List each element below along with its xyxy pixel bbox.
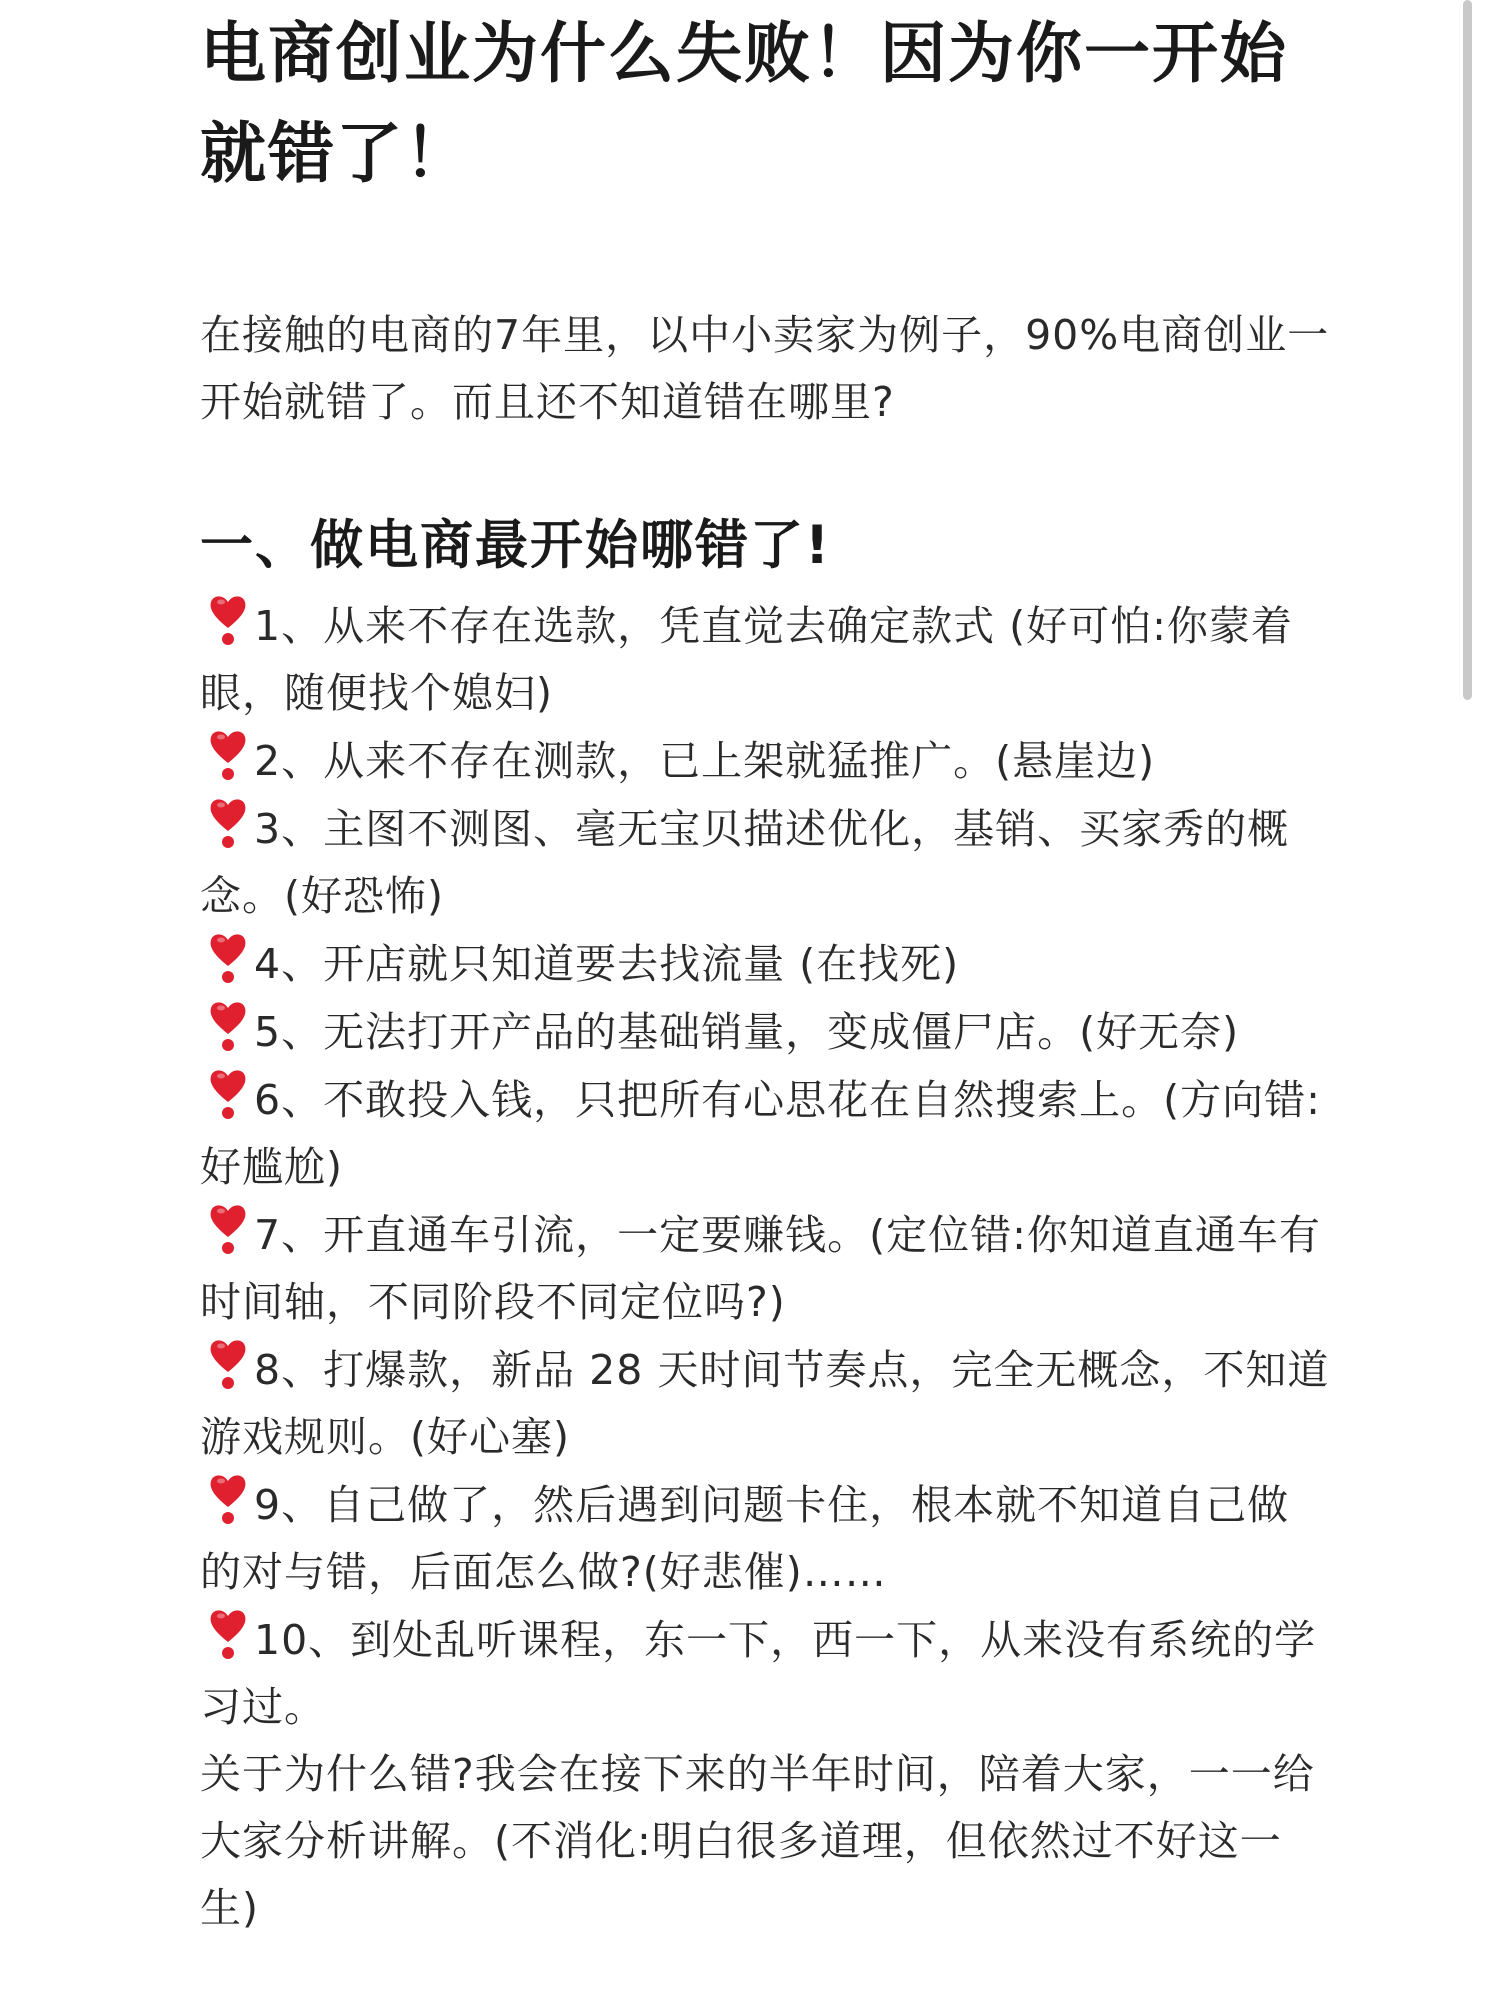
- list-item: [200, 998, 1330, 1066]
- list-item: [200, 1471, 1330, 1606]
- list-item-text: 4、开店就只知道要去找流量 (在找死): [254, 940, 960, 988]
- list-item: [200, 727, 1330, 795]
- list-item: [200, 1336, 1330, 1471]
- list-item-text: 2、从来不存在测款，已上架就猛推广。(悬崖边): [254, 737, 1156, 785]
- list-item-text: 7、开直通车引流，一定要赚钱。(定位错:你知道直通车有时间轴，不同阶段不同定位吗?): [200, 1211, 1321, 1326]
- heavy-heart-exclamation-icon: [208, 1606, 248, 1662]
- page-title: 电商创业为什么失败！因为你一开始就错了！: [200, 15, 1288, 192]
- heavy-heart-exclamation-icon: [208, 592, 248, 648]
- section-heading: 一、做电商最开始哪错了!: [200, 515, 832, 576]
- closing-paragraph: 关于为什么错?我会在接下来的半年时间，陪着大家，一一给大家分析讲解。(不消化:明白很多道理，但依然过不好这一生): [200, 1750, 1315, 1932]
- heavy-heart-exclamation-icon: [208, 1336, 248, 1392]
- list-item-text: 6、不敢投入钱，只把所有心思花在自然搜索上。(方向错:好尴尬): [200, 1076, 1321, 1191]
- list-item: [200, 1606, 1330, 1741]
- list-item: [200, 1066, 1330, 1201]
- list-item: [200, 795, 1330, 930]
- scrollbar[interactable]: [1463, 0, 1472, 700]
- list-item: [200, 592, 1330, 727]
- heavy-heart-exclamation-icon: [208, 998, 248, 1054]
- list-item-text: 10、到处乱听课程，东一下，西一下，从来没有系统的学习过。: [200, 1616, 1317, 1731]
- intro-paragraph: 在接触的电商的7年里，以中小卖家为例子，90%电商创业一开始就错了。而且还不知道错在哪里?: [200, 311, 1330, 426]
- list-item-text: 8、打爆款，新品 28 天时间节奏点，完全无概念，不知道游戏规则。(好心塞): [200, 1346, 1330, 1461]
- heavy-heart-exclamation-icon: [208, 727, 248, 783]
- heavy-heart-exclamation-icon: [208, 930, 248, 986]
- heavy-heart-exclamation-icon: [208, 1471, 248, 1527]
- heavy-heart-exclamation-icon: [208, 795, 248, 851]
- heavy-heart-exclamation-icon: [208, 1066, 248, 1122]
- article: [200, 0, 1330, 1942]
- list-item: [200, 930, 1330, 998]
- list-item: [200, 1201, 1330, 1336]
- heavy-heart-exclamation-icon: [208, 1201, 248, 1257]
- list-item-text: 5、无法打开产品的基础销量，变成僵尸店。(好无奈): [254, 1008, 1240, 1056]
- mistake-list: [200, 592, 1330, 1741]
- list-item-text: 3、主图不测图、毫无宝贝描述优化，基销、买家秀的概念。(好恐怖): [200, 805, 1290, 920]
- list-item-text: 9、自己做了，然后遇到问题卡住，根本就不知道自己做的对与错，后面怎么做?(好悲催)……: [200, 1481, 1290, 1596]
- list-item-text: 1、从来不存在选款，凭直觉去确定款式 (好可怕:你蒙着眼，随便找个媳妇): [200, 602, 1293, 717]
